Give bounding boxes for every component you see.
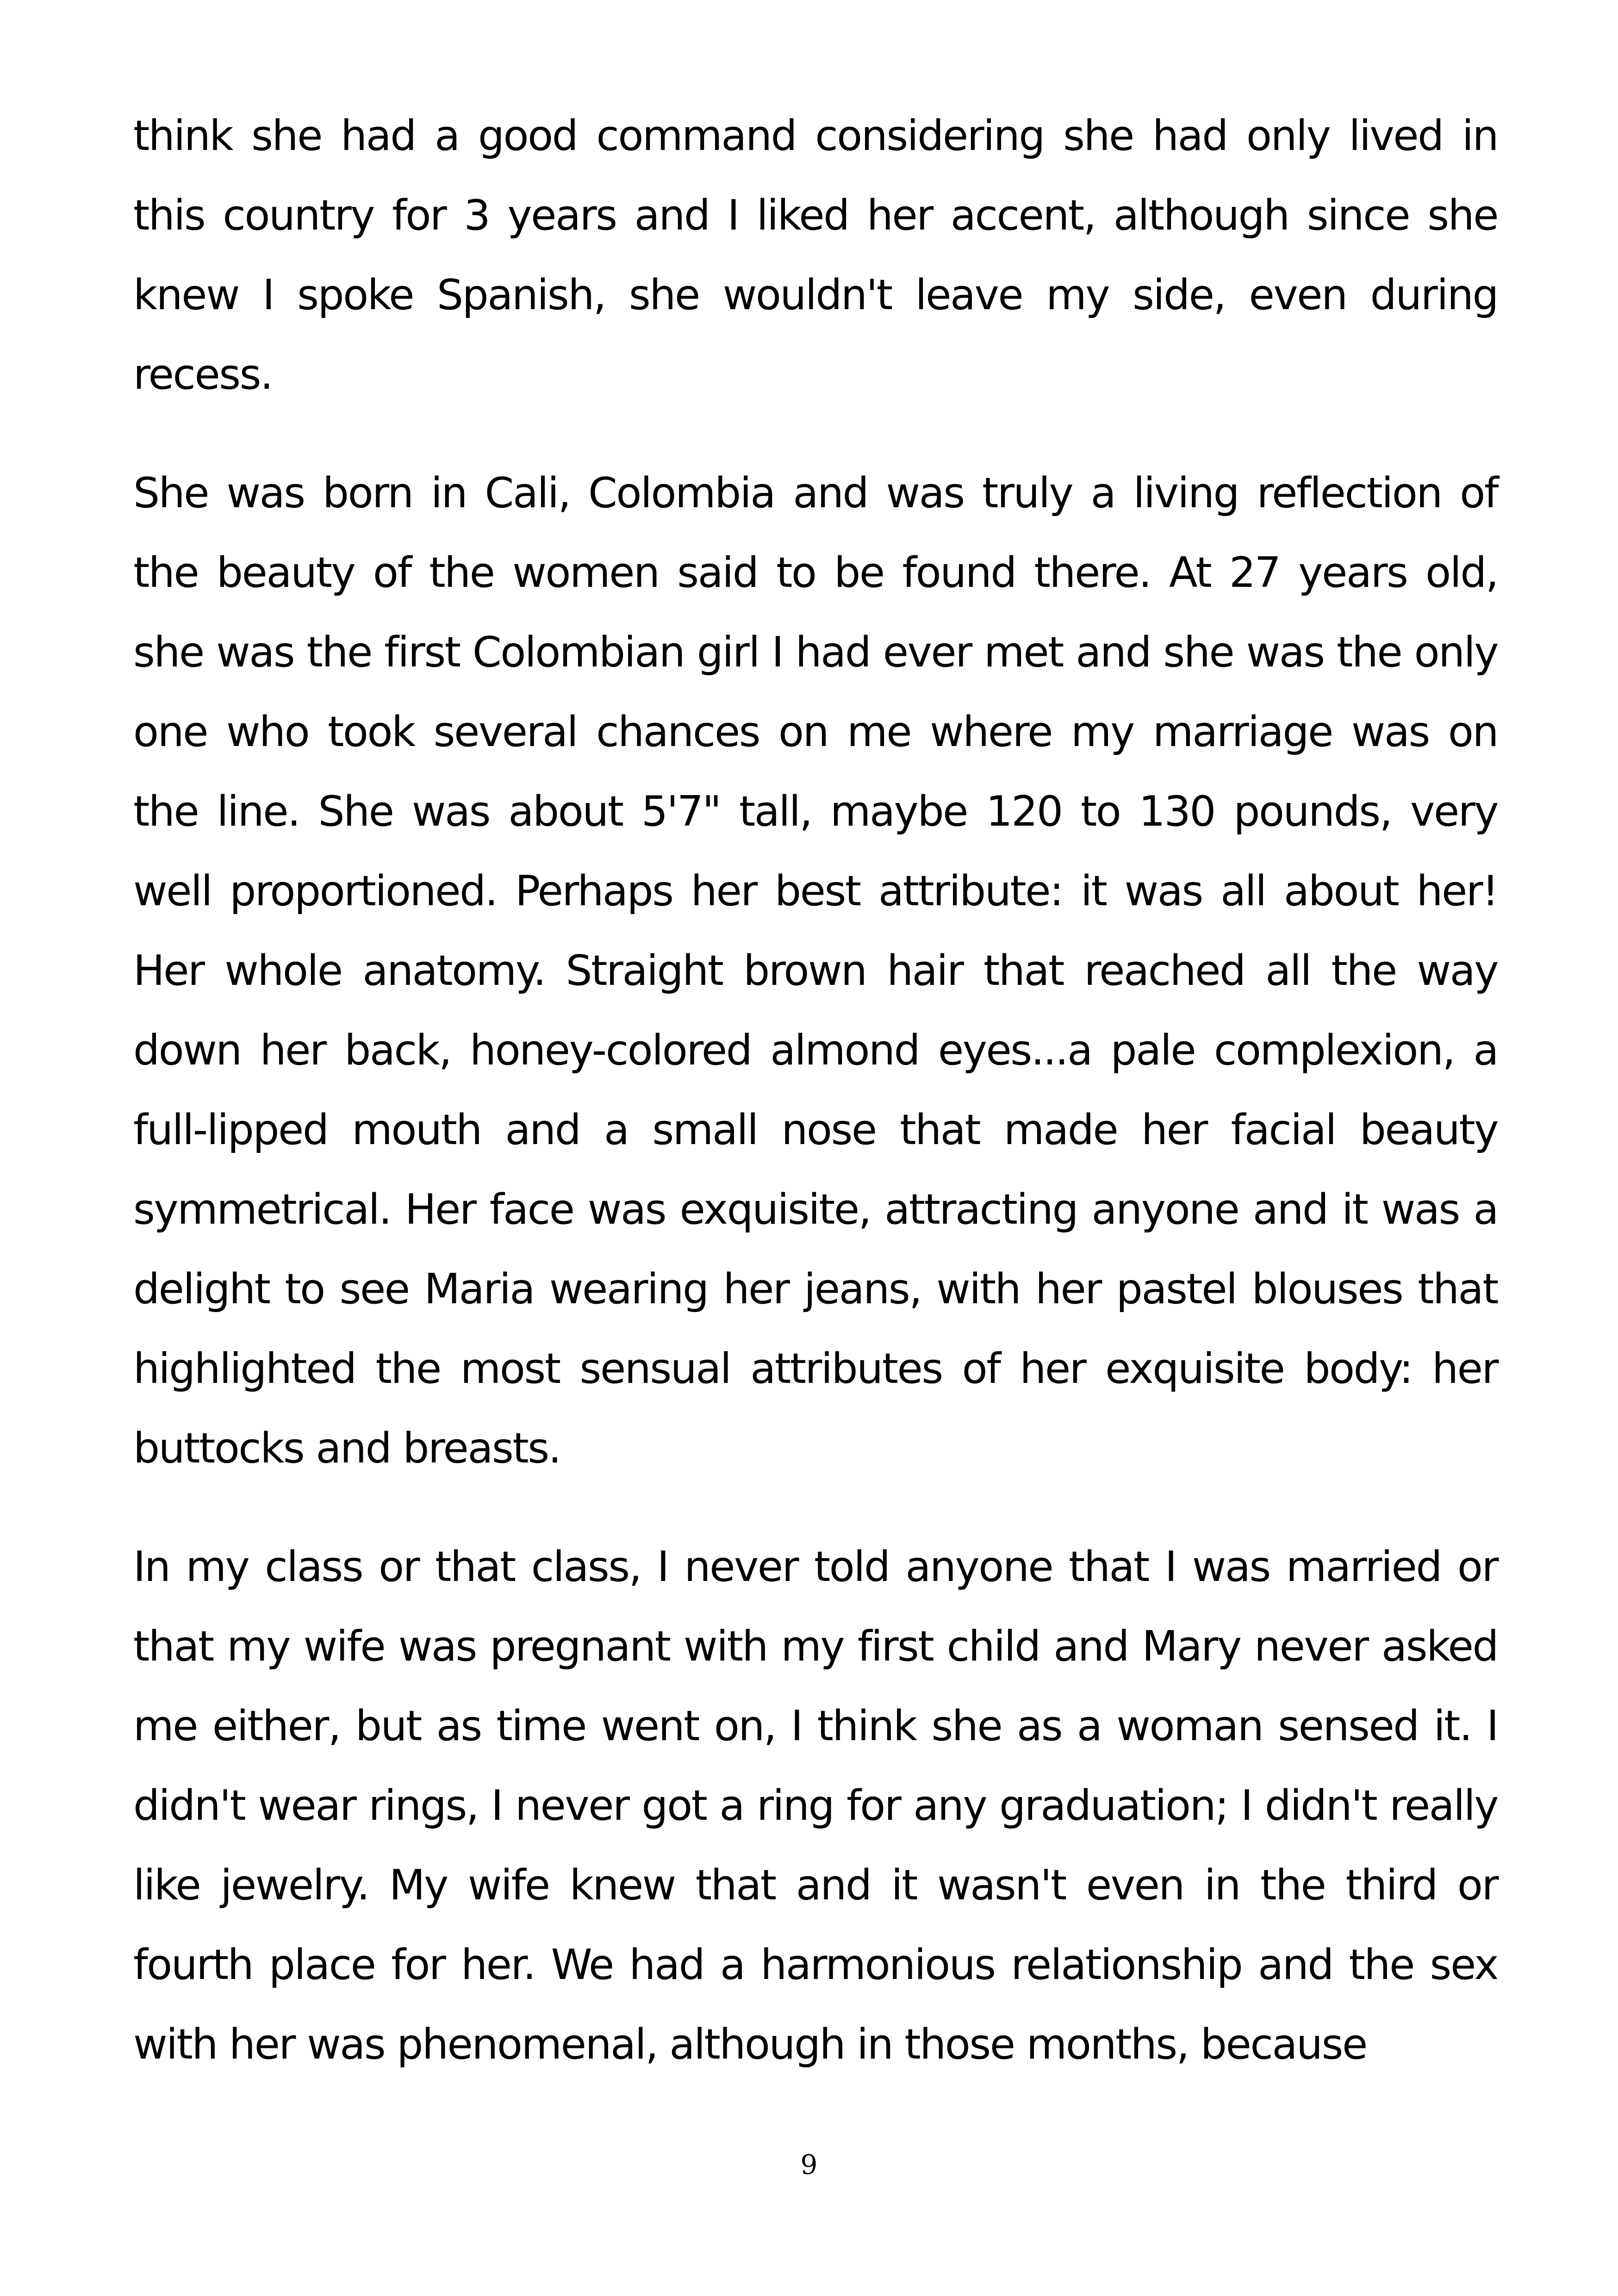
paragraph-3: In my class or that class, I never told anyone that I was married or that my wife was pregnant with my first child and Mary never asked me either, but as time went on, I think she as a woman sensed it. I didn't wear rings, I never got a ring for any graduation; I didn't really like jewelry. My wife knew that and it wasn't even in the third or fourth place for her. We had a harmonious relationship and the sex with her was phenomenal, although in those months, because [133, 1543, 1498, 2069]
body-text [133, 96, 1498, 2084]
page-number: 9 [800, 2149, 818, 2180]
paragraph-1: think she had a good command considering she had only lived in this country for 3 years and I liked her accent, although since she knew I spoke Spanish, she wouldn't leave my side, even during recess. [133, 112, 1498, 399]
paragraph-2: She was born in Cali, Colombia and was truly a living reflection of the beauty of the women said to be found there. At 27 years old, she was the first Colombian girl I had ever met and she was the only one who took several chances on me where my marriage was on the line. She was about 5'7" tall, maybe 120 to 130 pounds, very well proportioned. Perhaps her best attribute: it was all about her! Her whole anatomy. Straight brown hair that reached all the way down her back, honey-colored almond eyes...a pale complexion, a full-lipped mouth and a small nose that made her facial beauty symmetrical. Her face was exquisite, attracting anyone and it was a delight to see Maria wearing her jeans, with her pastel blouses that highlighted the most sensual attributes of her exquisite body: her buttocks and breasts. [133, 469, 1498, 1473]
